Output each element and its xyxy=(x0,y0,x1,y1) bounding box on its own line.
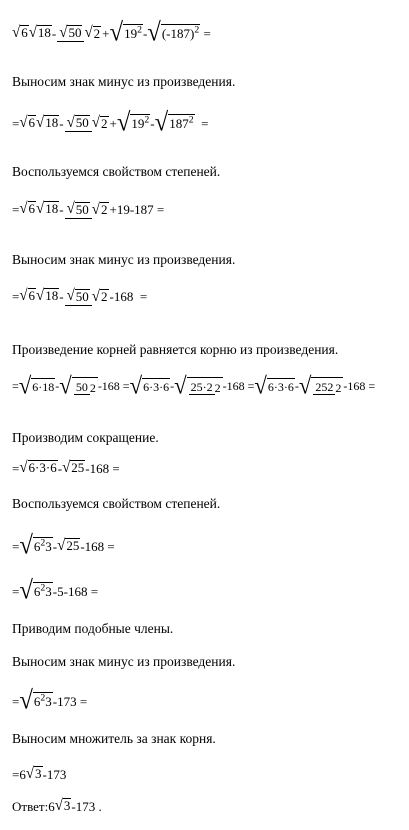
equation-5: =√6·18-√ 50 2 -168 =√6·3·6-√ 25·2 2 -168 =√6·3·6-√ 252 2 -168 = xyxy=(12,372,376,399)
fraction-sqrt50-over-sqrt2: √50 √2 xyxy=(59,24,101,42)
answer-label: Ответ: xyxy=(12,798,49,814)
answer-line: Ответ:6√3-173 . xyxy=(12,797,102,814)
explanation-2: Воспользуемся свойством степеней. xyxy=(12,164,221,179)
equation-1: √6√18- √50 $√2 +√19^2-√(-187)^2$ = xyxy=(12,18,211,47)
explanation-5: Производим сокращение. xyxy=(12,430,159,445)
equation-6: =√6·3·6-√25-168 = xyxy=(12,459,120,476)
explanation-8: Выносим знак минус из произведения. xyxy=(12,654,236,669)
explanation-9: Выносим множитель за знак корня. xyxy=(12,731,216,746)
equation-3: =√6√18- √50 √2 +19-187 = xyxy=(12,200,165,218)
equation-9: $=√6^23-173$ = xyxy=(12,686,88,715)
explanation-7: Приводим подобные члены. xyxy=(12,621,174,636)
equation-8: $=√6^23-5-168$ = xyxy=(12,576,99,605)
equation-4: =√6√18- √50 √2 -168 = xyxy=(12,287,148,305)
sqrt-6: √6 xyxy=(12,24,28,42)
sqrt-neg187-squared: $√(-187)^2$ xyxy=(147,18,200,47)
explanation-3: Выносим знак минус из произведения. xyxy=(12,252,236,267)
equation-2: =√6√18- √50 $√2 +√19^2-√187^2$ = xyxy=(12,108,209,137)
sqrt-18: √18 xyxy=(28,24,51,42)
equation-7: $=√6^23-√25-168$ = xyxy=(12,531,115,560)
equation-10: =6√3-173 xyxy=(12,765,67,782)
explanation-6: Воспользуемся свойством степеней. xyxy=(12,496,221,511)
explanation-4: Произведение корней равняется корню из произведения. xyxy=(12,342,339,357)
sqrt-19-squared: $√19^2$ xyxy=(109,18,142,47)
explanation-1: Выносим знак минус из произведения. xyxy=(12,74,236,89)
